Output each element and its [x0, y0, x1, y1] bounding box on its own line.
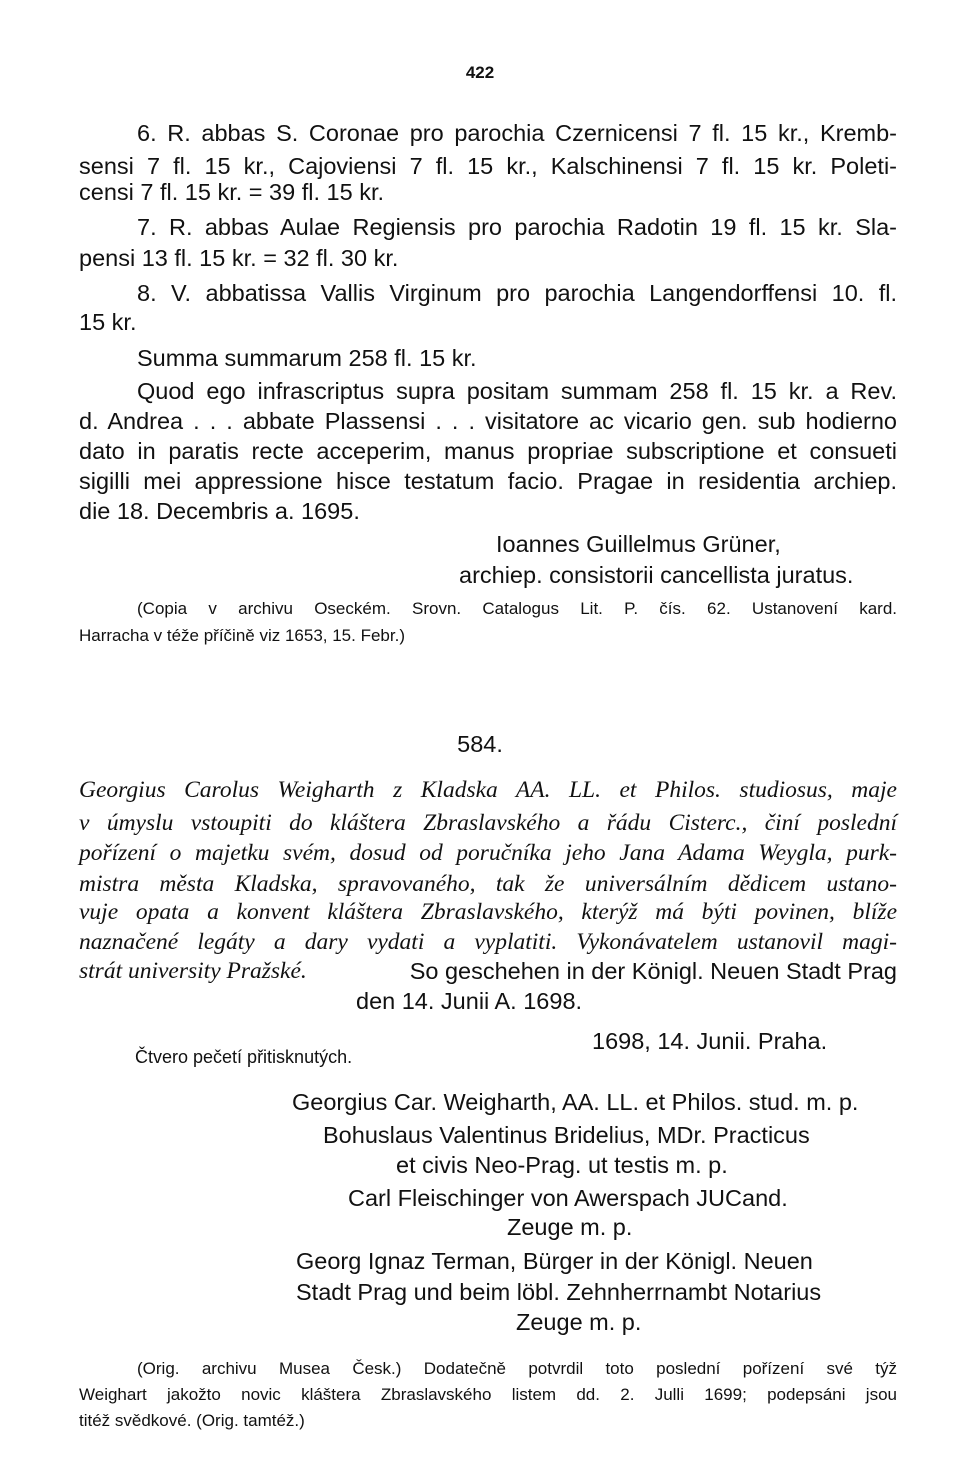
- signature-line: Zeuge m. p.: [516, 1309, 642, 1335]
- final-note: Weighart jakožto novic kláštera Zbraslavského listem dd. 2. Julli 1699; podepsáni jsou: [79, 1385, 897, 1404]
- signer-title: archiep. consistorii cancellista juratus.: [459, 562, 854, 588]
- signature-line: et civis Neo-Prag. ut testis m. p.: [396, 1152, 728, 1178]
- entry-line: 6. R. abbas S. Coronae pro parochia Czernicensi 7 fl. 15 kr., Kremb-: [137, 120, 897, 146]
- date-line: den 14. Junii A. 1698.: [356, 988, 583, 1014]
- receipt-line: sigilli mei appressione hisce testatum facio. Pragae in residentia archiep.: [79, 468, 897, 494]
- receipt-line: dato in paratis recte acceperim, manus propriae subscriptione et consueti: [79, 438, 897, 464]
- page-number: 422: [465, 63, 495, 82]
- final-note: (Orig. archivu Musea Česk.) Dodatečně potvrdil toto poslední pořízení své týž: [137, 1359, 897, 1378]
- summary-italic-tail: strát university Pražské.: [79, 958, 307, 984]
- entry-line: 15 kr.: [79, 309, 137, 335]
- summary-line: naznačené legáty a dary vydati a vyplatiti. Vykonávatelem ustanovil magi-: [79, 929, 897, 955]
- signature-line: Georg Ignaz Terman, Bürger in der Königl. Neuen: [296, 1248, 813, 1274]
- summary-line: pořízení o majetku svém, dosud od poručníka jeho Jana Adama Weygla, purk-: [79, 840, 897, 866]
- summary-line: v úmyslu vstoupiti do kláštera Zbraslavského a řádu Cisterc., činí poslední: [79, 810, 897, 836]
- summary-line: [79, 956, 897, 986]
- entry-line: 8. V. abbatissa Vallis Virginum pro parochia Langendorffensi 10. fl.: [137, 280, 897, 306]
- receipt-line: die 18. Decembris a. 1695.: [79, 498, 360, 524]
- signature-line: Bohuslaus Valentinus Bridelius, MDr. Practicus: [323, 1122, 810, 1148]
- summary-line: mistra města Kladska, spravovaného, tak že universálním dědicem ustano-: [79, 871, 897, 897]
- entry-line: sensi 7 fl. 15 kr., Cajoviensi 7 fl. 15 kr., Kalschinensi 7 fl. 15 kr. Poleti-: [79, 153, 897, 179]
- signer-name: Ioannes Guillelmus Grüner,: [496, 531, 781, 557]
- summary-normal-tail: So geschehen in der Königl. Neuen Stadt Prag: [409, 958, 897, 984]
- entry-line: censi 7 fl. 15 kr. = 39 fl. 15 kr.: [79, 179, 385, 205]
- dateline-right: 1698, 14. Junii. Praha.: [592, 1028, 828, 1054]
- signature-line: Georgius Car. Weigharth, AA. LL. et Philos. stud. m. p.: [292, 1089, 859, 1115]
- source-note: (Copia v archivu Oseckém. Srovn. Catalogus Lit. P. čís. 62. Ustanovení kard.: [137, 599, 897, 618]
- summa-line: Summa summarum 258 fl. 15 kr.: [137, 345, 477, 371]
- summary-line: Georgius Carolus Weigharth z Kladska AA. LL. et Philos. studiosus, maje: [79, 777, 897, 803]
- signature-line: Zeuge m. p.: [507, 1214, 633, 1240]
- source-note: Harracha v téže příčině viz 1653, 15. Febr.): [79, 626, 405, 645]
- receipt-line: Quod ego infrascriptus supra positam summam 258 fl. 15 kr. a Rev.: [137, 378, 897, 404]
- entry-line: pensi 13 fl. 15 kr. = 32 fl. 30 kr.: [79, 245, 399, 271]
- signature-line: Carl Fleischinger von Awerspach JUCand.: [348, 1185, 788, 1211]
- summary-line: vuje opata a konvent kláštera Zbraslavského, kterýž má býti povinen, blíže: [79, 899, 897, 925]
- seals-note: Čtvero pečetí přitisknutých.: [135, 1047, 353, 1067]
- final-note: titéž svědkové. (Orig. tamtéž.): [79, 1411, 305, 1430]
- entry-line: 7. R. abbas Aulae Regiensis pro parochia Radotin 19 fl. 15 kr. Sla-: [137, 214, 897, 240]
- document-number: 584.: [457, 731, 503, 757]
- signature-line: Stadt Prag und beim löbl. Zehnherrnambt Notarius: [296, 1279, 822, 1305]
- receipt-line: d. Andrea . . . abbate Plassensi . . . visitatore ac vicario gen. sub hodierno: [79, 408, 897, 434]
